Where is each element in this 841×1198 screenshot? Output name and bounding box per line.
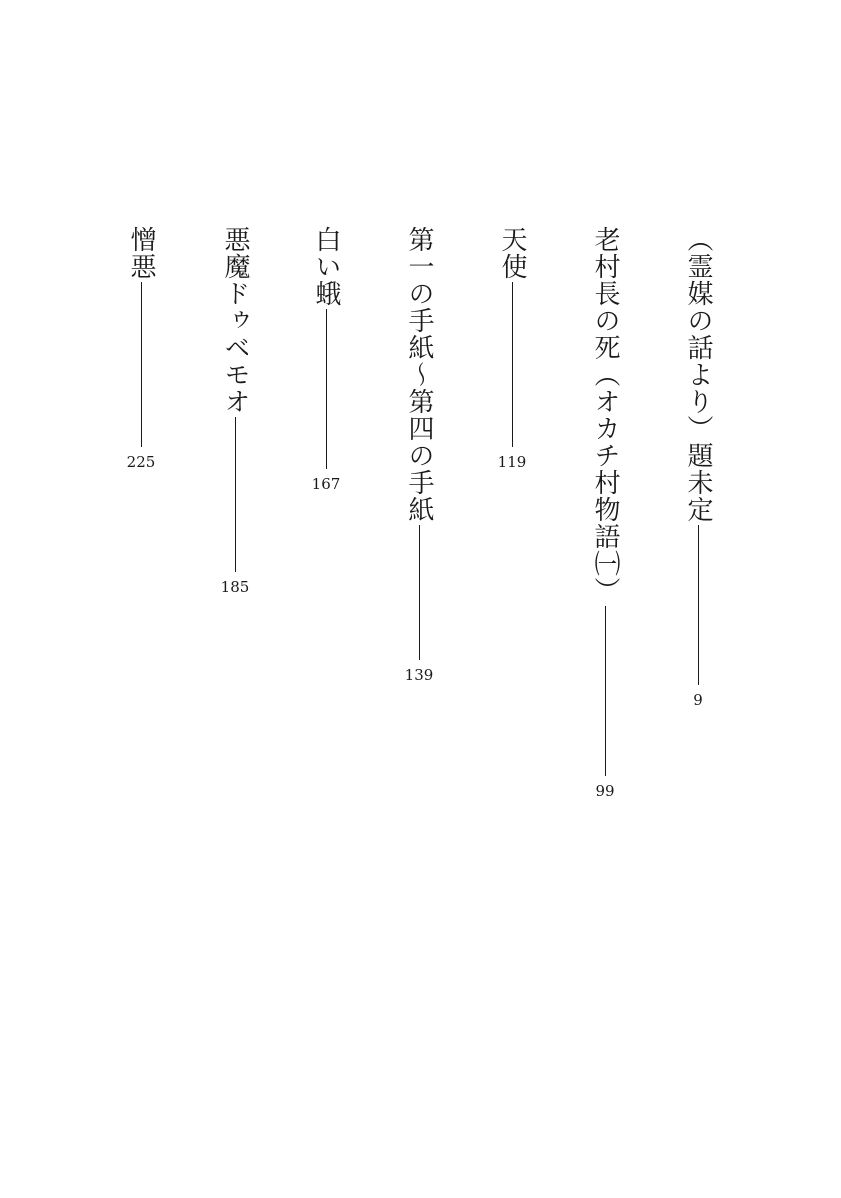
toc-entry[interactable] (306, 226, 346, 493)
toc-entry[interactable] (215, 226, 255, 596)
toc-entry[interactable] (399, 226, 439, 684)
toc-entry[interactable] (121, 226, 161, 471)
toc-entry-title: 老村長の死（オカチ村物語㈠） (590, 226, 620, 604)
toc-leader-line (698, 525, 699, 685)
toc-page-number: 225 (126, 453, 156, 471)
toc-page-number: 9 (693, 691, 703, 709)
toc-entry-title: 憎悪 (126, 226, 156, 280)
toc-page-number: 167 (311, 475, 341, 493)
toc-entry-title: 悪魔ドゥベモオ (220, 226, 250, 415)
toc-leader-line (605, 606, 606, 776)
toc-entry[interactable] (678, 226, 718, 709)
toc-leader-line (326, 309, 327, 469)
toc-page-number: 99 (595, 782, 615, 800)
toc-entry[interactable] (585, 226, 625, 800)
toc-leader-line (141, 282, 142, 447)
toc-leader-line (419, 525, 420, 660)
toc-entry-title: 白い蛾 (311, 226, 341, 307)
toc-entry[interactable] (492, 226, 532, 471)
toc-leader-line (512, 282, 513, 447)
toc-page-number: 139 (404, 666, 434, 684)
toc-leader-line (235, 417, 236, 572)
toc-entry-title: （霊媒の話より）題未定 (683, 226, 713, 523)
toc-page-number: 119 (497, 453, 527, 471)
toc-entry-title: 天使 (497, 226, 527, 280)
toc-page-number: 185 (220, 578, 250, 596)
toc-entry-title: 第一の手紙〜第四の手紙 (404, 226, 434, 523)
